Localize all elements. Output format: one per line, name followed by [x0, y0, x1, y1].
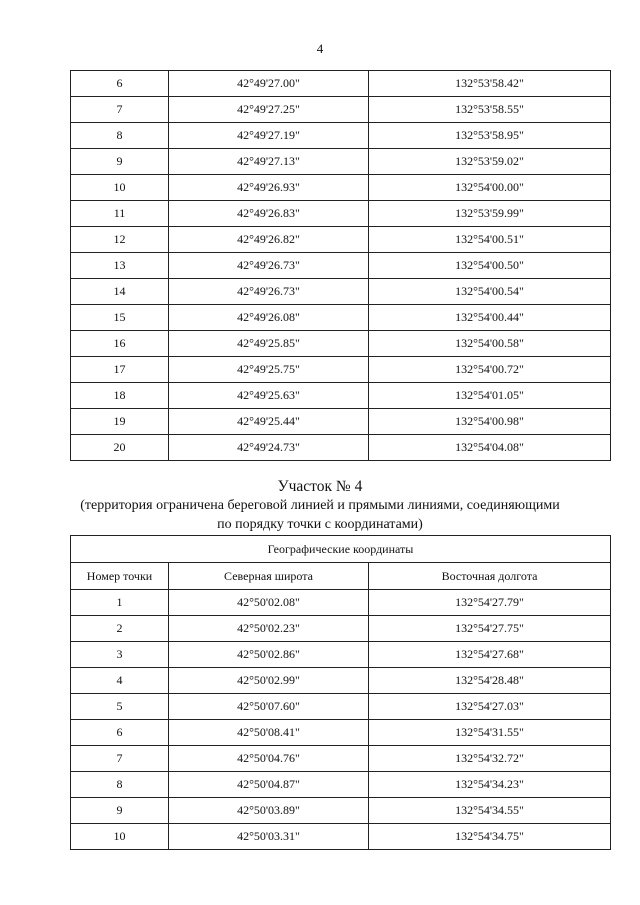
latitude-cell: 42°49'26.93"	[169, 175, 369, 201]
latitude-cell: 42°50'03.89"	[169, 798, 369, 824]
latitude-cell: 42°50'02.08"	[169, 590, 369, 616]
column-header-east-longitude: Восточная долгота	[369, 563, 611, 590]
point-number-cell: 8	[71, 772, 169, 798]
point-number-cell: 6	[71, 71, 169, 97]
header-group-row	[71, 536, 611, 563]
column-header-north-latitude: Северная широта	[169, 563, 369, 590]
table-row	[71, 435, 611, 461]
table-row	[71, 97, 611, 123]
table-row	[71, 616, 611, 642]
point-number-cell: 19	[71, 409, 169, 435]
section-description-line-2: по порядку точки с координатами)	[217, 517, 423, 532]
longitude-cell: 132°53'58.95"	[369, 123, 611, 149]
longitude-cell: 132°53'59.99"	[369, 201, 611, 227]
longitude-cell: 132°54'28.48"	[369, 668, 611, 694]
longitude-cell: 132°54'00.54"	[369, 279, 611, 305]
table-row	[71, 175, 611, 201]
point-number-cell: 1	[71, 590, 169, 616]
latitude-cell: 42°49'26.73"	[169, 253, 369, 279]
point-number-cell: 8	[71, 123, 169, 149]
longitude-cell: 132°54'00.44"	[369, 305, 611, 331]
header-group-cell: Географические координаты	[71, 536, 611, 563]
table-row	[71, 279, 611, 305]
latitude-cell: 42°50'04.76"	[169, 746, 369, 772]
point-number-cell: 6	[71, 720, 169, 746]
longitude-cell: 132°54'31.55"	[369, 720, 611, 746]
latitude-cell: 42°50'08.41"	[169, 720, 369, 746]
longitude-cell: 132°54'34.23"	[369, 772, 611, 798]
table-row	[71, 409, 611, 435]
latitude-cell: 42°50'02.86"	[169, 642, 369, 668]
table-row	[71, 253, 611, 279]
latitude-cell: 42°50'02.23"	[169, 616, 369, 642]
longitude-cell: 132°54'34.75"	[369, 824, 611, 850]
point-number-cell: 10	[71, 175, 169, 201]
longitude-cell: 132°54'00.50"	[369, 253, 611, 279]
column-header-point-number: Номер точки	[71, 563, 169, 590]
latitude-cell: 42°50'03.31"	[169, 824, 369, 850]
table-row	[71, 227, 611, 253]
column-header-row	[71, 563, 611, 590]
longitude-cell: 132°53'58.55"	[369, 97, 611, 123]
longitude-cell: 132°54'27.75"	[369, 616, 611, 642]
table-body	[71, 590, 611, 850]
section-heading	[0, 477, 640, 534]
point-number-cell: 17	[71, 357, 169, 383]
latitude-cell: 42°50'04.87"	[169, 772, 369, 798]
table-row	[71, 305, 611, 331]
longitude-cell: 132°53'59.02"	[369, 149, 611, 175]
point-number-cell: 11	[71, 201, 169, 227]
latitude-cell: 42°49'26.82"	[169, 227, 369, 253]
point-number-cell: 13	[71, 253, 169, 279]
table-row	[71, 668, 611, 694]
table-row	[71, 201, 611, 227]
point-number-cell: 5	[71, 694, 169, 720]
point-number-cell: 2	[71, 616, 169, 642]
latitude-cell: 42°49'27.19"	[169, 123, 369, 149]
point-number-cell: 4	[71, 668, 169, 694]
table-row	[71, 357, 611, 383]
table-row	[71, 149, 611, 175]
table-body	[71, 71, 611, 461]
latitude-cell: 42°49'27.00"	[169, 71, 369, 97]
longitude-cell: 132°54'00.51"	[369, 227, 611, 253]
latitude-cell: 42°49'26.83"	[169, 201, 369, 227]
coordinates-table-continued	[70, 70, 611, 461]
longitude-cell: 132°54'00.72"	[369, 357, 611, 383]
point-number-cell: 15	[71, 305, 169, 331]
longitude-cell: 132°54'01.05"	[369, 383, 611, 409]
table-row	[71, 590, 611, 616]
table-header	[71, 536, 611, 590]
section-description-line-1: (территория ограничена береговой линией и прямыми линиями, соединяющими	[80, 498, 560, 513]
latitude-cell: 42°49'26.08"	[169, 305, 369, 331]
longitude-cell: 132°54'00.00"	[369, 175, 611, 201]
table-row	[71, 642, 611, 668]
table-row	[71, 772, 611, 798]
point-number-cell: 14	[71, 279, 169, 305]
table-row	[71, 331, 611, 357]
point-number-cell: 16	[71, 331, 169, 357]
table-row	[71, 798, 611, 824]
latitude-cell: 42°49'27.25"	[169, 97, 369, 123]
latitude-cell: 42°49'25.75"	[169, 357, 369, 383]
point-number-cell: 9	[71, 149, 169, 175]
latitude-cell: 42°50'07.60"	[169, 694, 369, 720]
latitude-cell: 42°49'25.44"	[169, 409, 369, 435]
latitude-cell: 42°49'24.73"	[169, 435, 369, 461]
table-row	[71, 383, 611, 409]
latitude-cell: 42°49'27.13"	[169, 149, 369, 175]
point-number-cell: 12	[71, 227, 169, 253]
point-number-cell: 10	[71, 824, 169, 850]
latitude-cell: 42°49'26.73"	[169, 279, 369, 305]
point-number-cell: 7	[71, 746, 169, 772]
longitude-cell: 132°54'04.08"	[369, 435, 611, 461]
longitude-cell: 132°54'27.79"	[369, 590, 611, 616]
longitude-cell: 132°54'00.58"	[369, 331, 611, 357]
page-number: 4	[316, 41, 324, 56]
point-number-cell: 3	[71, 642, 169, 668]
longitude-cell: 132°54'27.03"	[369, 694, 611, 720]
latitude-cell: 42°50'02.99"	[169, 668, 369, 694]
point-number-cell: 9	[71, 798, 169, 824]
longitude-cell: 132°54'27.68"	[369, 642, 611, 668]
table-row	[71, 746, 611, 772]
point-number-cell: 7	[71, 97, 169, 123]
longitude-cell: 132°54'32.72"	[369, 746, 611, 772]
table-row	[71, 824, 611, 850]
point-number-cell: 20	[71, 435, 169, 461]
longitude-cell: 132°53'58.42"	[369, 71, 611, 97]
table-row	[71, 694, 611, 720]
table-row	[71, 720, 611, 746]
section-title: Участок № 4	[277, 478, 363, 495]
latitude-cell: 42°49'25.63"	[169, 383, 369, 409]
coordinates-table-section-4	[70, 535, 611, 850]
longitude-cell: 132°54'34.55"	[369, 798, 611, 824]
table-row	[71, 123, 611, 149]
point-number-cell: 18	[71, 383, 169, 409]
table-row	[71, 71, 611, 97]
latitude-cell: 42°49'25.85"	[169, 331, 369, 357]
longitude-cell: 132°54'00.98"	[369, 409, 611, 435]
